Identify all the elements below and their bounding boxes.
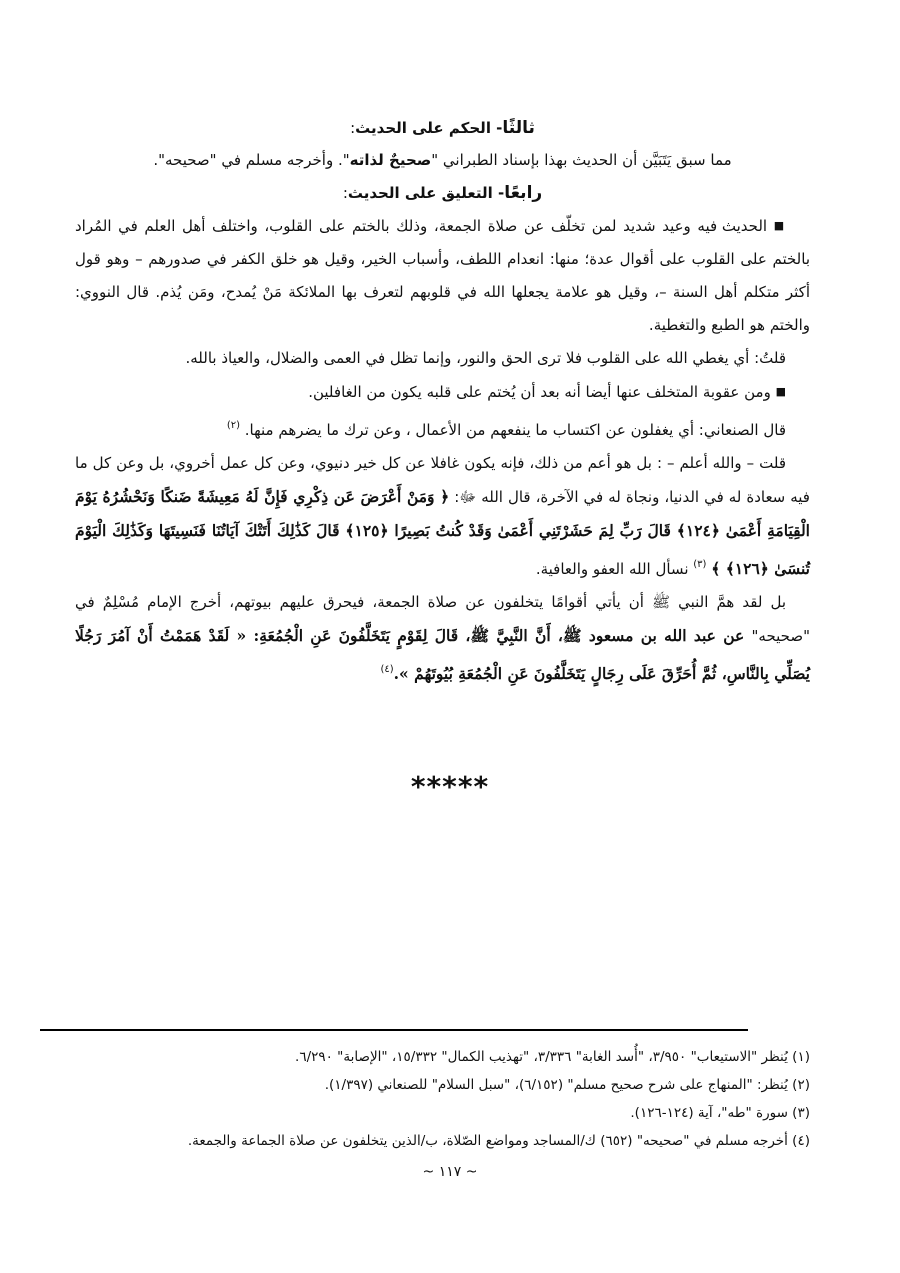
paragraph-sanani [75,409,810,447]
ruling-text-after: ". وأخرجه مسلم في "صحيحه". [153,151,350,169]
paragraph-quran-after: نسأل الله العفو والعافية. [535,560,694,578]
paragraph-punishment-text: ومن عقوبة المتخلف عنها أيضا أنه بعد أن يُختم على قلبه يكون من الغافلين. [308,383,771,401]
footnote-divider [40,1029,748,1031]
bullet-icon: ■ [775,385,786,398]
heading-commentary-colon: : [342,184,348,202]
paragraph-author-note-text: قلتُ: أي يغطي الله على القلوب فلا ترى الحق والنور، وإنما تظل في العمى والضلال، والعياذ بالله. [185,349,786,367]
paragraph-quran [75,447,810,586]
paragraph-hadith [75,586,810,691]
heading-ruling-title: - الحكم على الحديث [355,119,503,137]
paragraph-sealing-text: الحديث فيه وعيد شديد لمن تخلّف عن صلاة الجمعة، وذلك بالختم على القلوب، واختلف أهل العلم في المُراد بالختم على القلوب على أقوال عدة؛ منها: انعدام اللطف، وأسباب الخير، وقيل هو خلق الكفر في صدورهم – وهو قول أكثر متكلم أهل السنة –، وقيل هو علامة يجعلها الله في قلوبهم لتعرف بها الملائكة مَنْ يُمدح، ومَن يُذم. قال النووي: والختم هو الطبع والتغطية. [75,217,810,334]
heading-ruling-label: ثالثًا [502,118,535,138]
footnote-1: (١) يُنظر "الاستيعاب" ٣/٩٥٠، "أُسد الغابة" ٣/٣٣٦، "تهذيب الكمال" ١٥/٣٣٢، "الإصابة" ٦/٢٩٠. [295,1049,810,1065]
heading-commentary-label: رابعًا [504,183,543,203]
heading-commentary [75,177,810,209]
paragraph-quran-text: قلت – والله أعلم – : بل هو أعم من ذلك، فإنه يكون غافلا عن كل خير دنيوي، وعن كل عمل أخروي، بل وعن كل ما فيه سعادة له في الدنيا، ونجاة له في الآخرة، قال الله ﷻ: [75,454,810,506]
ruling-text-bold: صحيحٌ لذاته [349,151,432,169]
paragraph-hadith-text: بل لقد همَّ النبي ﷺ أن يأتي أقوامًا يتخلفون عن صلاة الجمعة، فيحرق عليهم بيوتهم، أخرج الإمام مُسْلِمٌ في "صحيحه" [75,593,810,645]
paragraph-author-note [75,342,810,375]
footnote-ref-3: (٣) [693,559,707,570]
footnote-4: (٤) أخرجه مسلم في "صحيحه" (٦٥٢) ك/المساجد ومواضع الصّلاة، ب/الذين يتخلفون عن صلاة الجماعة والجمعة. [187,1133,810,1149]
main-text [75,112,810,691]
hadith-text: عن عبد الله بن مسعود ﷺ، أَنَّ النَّبِيَّ ﷺ، قَالَ لِقَوْمٍ يَتَخَلَّفُونَ عَنِ الْجُمُعَةِ: « لَقَدْ هَمَمْتُ أَنْ آمُرَ رَجُلًا يُصَلِّي بِالنَّاسِ، ثُمَّ أُحَرِّقَ عَلَى رِجَالٍ يَتَخَلَّفُونَ عَنِ الْجُمُعَةِ بُيُوتَهُمْ ». [75,626,810,683]
section-separator: ***** [410,770,490,803]
footnote-3: (٣) سورة "طه"، آية (١٢٤-١٢٦). [630,1105,810,1121]
page-number: ~ ١١٧ ~ [422,1164,478,1180]
heading-commentary-title: - التعليق على الحديث [347,184,505,202]
heading-ruling [75,112,810,144]
heading-ruling-colon: : [350,119,356,137]
footnote-ref-2: (٢) [226,420,240,431]
ruling-text [75,144,810,177]
footnote-2: (٢) يُنظر: "المنهاج على شرح صحيح مسلم" (٦/١٥٢)، "سبل السلام" للصنعاني (١/٣٩٧). [324,1077,810,1093]
quran-verse: ﴿ وَمَنْ أَعْرَضَ عَن ذِكْرِي فَإِنَّ لَهُ مَعِيشَةً ضَنكًا وَنَحْشُرُهُ يَوْمَ الْقِيَامَةِ أَعْمَىٰ ﴿١٢٤﴾ قَالَ رَبِّ لِمَ حَشَرْتَنِي أَعْمَىٰ وَقَدْ كُنتُ بَصِيرًا ﴿١٢٥﴾ قَالَ كَذَٰلِكَ أَتَتْكَ آيَاتُنَا فَنَسِيتَهَا وَكَذَٰلِكَ الْيَوْمَ تُنسَىٰ ﴿١٢٦﴾ ﴾ [75,487,810,578]
footnote-ref-4: (٤) [380,664,394,675]
bullet-icon: ■ [773,219,786,232]
paragraph-sanani-text: قال الصنعاني: أي يغفلون عن اكتساب ما ينفعهم من الأعمال ، وعن ترك ما يضرهم منها. [244,421,786,439]
footnotes [75,1043,810,1155]
ruling-text-before: مما سبق يَتَبَيَّن أن الحديث بهذا بإسناد الطبراني " [431,151,732,169]
paragraph-punishment [75,375,810,409]
paragraph-sealing [75,209,810,342]
